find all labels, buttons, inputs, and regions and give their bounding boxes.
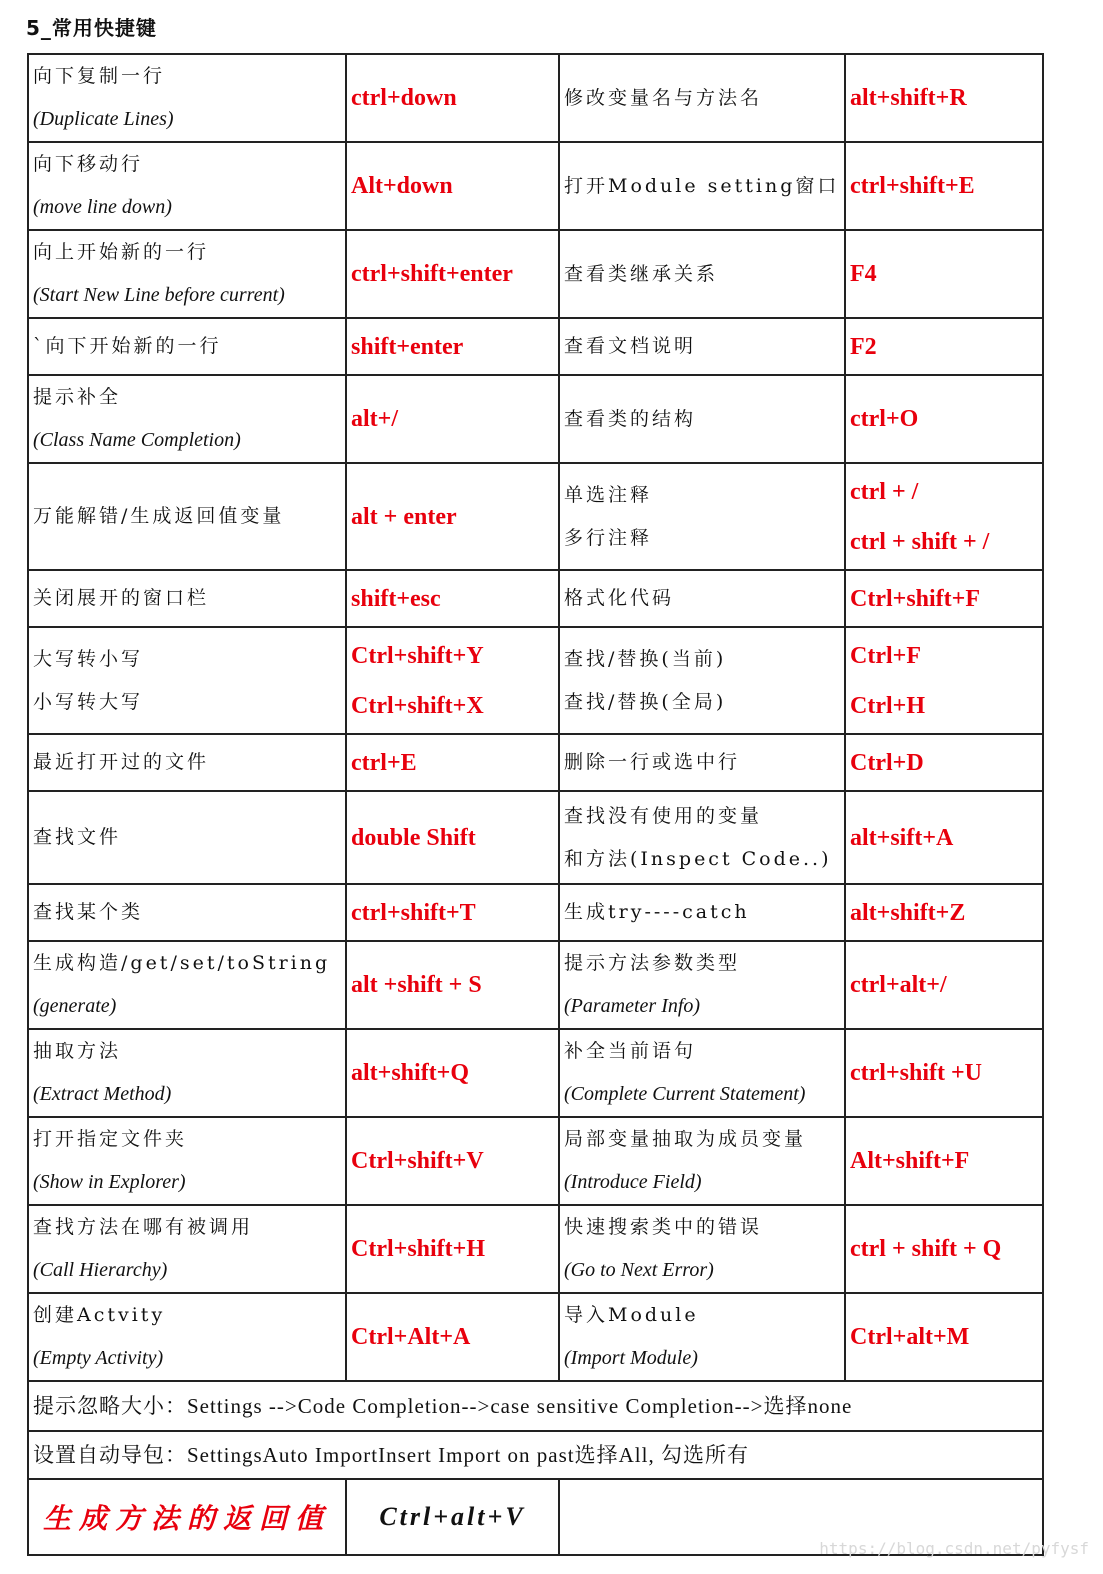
note-auto-import: 设置自动导包：SettingsAuto ImportInsert Import on past选择All, 勾选所有 [28, 1431, 1043, 1479]
action-description: (generate) [33, 995, 117, 1017]
shortcut-key: ctrl+O [850, 406, 919, 432]
shortcut-key-cell [346, 54, 559, 142]
action-description-cell [28, 1117, 346, 1205]
action-description-cell [28, 230, 346, 318]
action-description: 向下复制一行 [33, 65, 166, 87]
shortcut-key-cell [346, 230, 559, 318]
action-description: 查看文档说明 [564, 335, 697, 357]
shortcut-key: alt +shift + S [351, 972, 482, 998]
shortcut-key: Ctrl+shift+V [351, 1148, 484, 1174]
action-description: 向下移动行 [33, 153, 144, 175]
shortcut-key: ctrl+shift+T [351, 899, 476, 926]
action-description: (Import Module) [564, 1347, 698, 1369]
shortcut-key: ctrl + / [850, 478, 919, 505]
shortcut-key-cell [346, 375, 559, 463]
action-description: 快速搜索类中的错误 [564, 1216, 763, 1238]
shortcut-row [28, 375, 1043, 463]
action-description-cell [559, 791, 845, 884]
action-description-cell [559, 318, 845, 375]
action-description: 查找方法在哪有被调用 [33, 1216, 254, 1238]
action-description-cell [559, 570, 845, 627]
action-description-cell [559, 1293, 845, 1381]
shortcut-key-cell [845, 570, 1043, 627]
shortcut-row [28, 230, 1043, 318]
shortcut-key: F2 [850, 333, 877, 360]
action-description-cell [559, 54, 845, 142]
action-description: 格式化代码 [564, 587, 675, 609]
shortcut-key: double Shift [351, 824, 476, 851]
shortcut-key-cell [845, 54, 1043, 142]
shortcut-key-cell [845, 1029, 1043, 1117]
action-description: 抽取方法 [33, 1040, 122, 1062]
action-description-cell [559, 375, 845, 463]
note-row [28, 1431, 1043, 1479]
shortcut-row [28, 54, 1043, 142]
shortcut-key: shift+enter [351, 333, 464, 360]
shortcut-key: Ctrl+shift+Y [351, 642, 484, 669]
action-description-cell [559, 884, 845, 941]
shortcut-key-cell [845, 884, 1043, 941]
action-description: 多行注释 [564, 526, 653, 549]
shortcut-row [28, 318, 1043, 375]
shortcut-key: ctrl + shift + / [850, 528, 990, 555]
action-description: (Empty Activity) [33, 1347, 164, 1369]
shortcut-key-cell [845, 375, 1043, 463]
shortcut-key: alt+/ [351, 406, 399, 432]
shortcut-key-cell [346, 318, 559, 375]
shortcut-key-cell [845, 941, 1043, 1029]
shortcut-key: Alt+down [351, 173, 453, 199]
action-description: (Extract Method) [33, 1083, 172, 1105]
action-description: 生成构造/get/set/toString [33, 952, 331, 974]
shortcut-key-cell [346, 1117, 559, 1205]
action-description-cell [28, 318, 346, 375]
action-description-cell [28, 627, 346, 734]
shortcut-key: Ctrl+alt+M [850, 1324, 970, 1350]
action-description: 查找文件 [33, 826, 122, 848]
shortcut-key-cell [346, 142, 559, 230]
note-case-sensitivity: 提示忽略大小：Settings -->Code Completion-->case sensitive Completion-->选择none [28, 1381, 1043, 1431]
action-description: (Class Name Completion) [33, 429, 241, 451]
shortcut-row [28, 1029, 1043, 1117]
shortcut-key-cell [845, 318, 1043, 375]
action-description-cell [28, 734, 346, 791]
action-description: 删除一行或选中行 [564, 751, 741, 773]
action-description: 查看类继承关系 [564, 262, 719, 285]
action-description-cell [28, 1293, 346, 1381]
action-description: (Complete Current Statement) [564, 1083, 806, 1105]
shortcut-row [28, 463, 1043, 570]
action-description-cell [28, 54, 346, 142]
shortcut-key-cell [845, 734, 1043, 791]
special-label: 生成方法的返回值 [28, 1479, 346, 1555]
shortcut-key: alt+shift+Q [351, 1060, 470, 1086]
action-description: 大写转小写 [33, 647, 144, 670]
action-description: 最近打开过的文件 [33, 751, 210, 773]
shortcut-key: shift+esc [351, 585, 441, 612]
shortcut-key-cell [845, 230, 1043, 318]
action-description: 关闭展开的窗口栏 [33, 587, 210, 609]
action-description: 提示方法参数类型 [564, 952, 741, 974]
shortcut-key: alt + enter [351, 503, 457, 530]
shortcut-key-cell [346, 884, 559, 941]
shortcut-key: ctrl+down [351, 85, 457, 111]
watermark: https://blog.csdn.net/pyfysf [819, 1539, 1089, 1558]
shortcut-key: Ctrl+Alt+A [351, 1324, 471, 1350]
action-description: 导入Module [564, 1304, 699, 1326]
action-description: 向上开始新的一行 [33, 241, 210, 263]
action-description-cell [28, 1205, 346, 1293]
shortcut-row [28, 1293, 1043, 1381]
action-description-cell [28, 463, 346, 570]
shortcut-key: ctrl+E [351, 749, 417, 776]
action-description-cell [28, 570, 346, 627]
action-description: 查找没有使用的变量 [564, 804, 763, 827]
shortcut-rows [28, 54, 1043, 1381]
shortcut-key: ctrl+shift +U [850, 1060, 982, 1086]
shortcut-table [27, 53, 1044, 1556]
shortcut-row [28, 1205, 1043, 1293]
action-description: (Duplicate Lines) [33, 108, 174, 130]
action-description: 创建Actvity [33, 1304, 166, 1326]
action-description-cell [559, 1029, 845, 1117]
action-description: 查看类的结构 [564, 407, 697, 430]
action-description: 修改变量名与方法名 [564, 86, 763, 109]
shortcut-key-cell [346, 791, 559, 884]
shortcut-key: Ctrl+shift+F [850, 585, 980, 612]
shortcut-key-cell [346, 1205, 559, 1293]
shortcut-key-cell [346, 941, 559, 1029]
action-description: 打开指定文件夹 [33, 1128, 188, 1150]
action-description-cell [28, 142, 346, 230]
action-description: 查找某个类 [33, 901, 144, 923]
action-description-cell [28, 375, 346, 463]
action-description: (Call Hierarchy) [33, 1259, 168, 1281]
action-description: 打开Module setting窗口 [564, 174, 840, 197]
action-description: 局部变量抽取为成员变量 [564, 1128, 807, 1150]
shortcut-key-cell [845, 1293, 1043, 1381]
shortcut-key: alt+shift+Z [850, 899, 966, 926]
shortcut-key: Alt+shift+F [850, 1148, 970, 1174]
action-description: (Go to Next Error) [564, 1259, 714, 1281]
action-description-cell [28, 791, 346, 884]
action-description-cell [28, 884, 346, 941]
shortcut-row [28, 884, 1043, 941]
shortcut-key: Ctrl+H [850, 692, 925, 719]
shortcut-key: alt+shift+R [850, 85, 967, 111]
shortcut-key: ctrl+alt+/ [850, 972, 947, 998]
shortcut-sheet [27, 53, 1042, 1556]
shortcut-key: Ctrl+shift+H [351, 1236, 486, 1262]
action-description: 单选注释 [564, 483, 653, 506]
shortcut-key-cell [346, 570, 559, 627]
action-description: (Show in Explorer) [33, 1171, 186, 1193]
action-description-cell [559, 1205, 845, 1293]
shortcut-key: F4 [850, 261, 877, 287]
shortcut-key: alt+sift+A [850, 824, 954, 851]
shortcut-key-cell [845, 791, 1043, 884]
action-description-cell [28, 941, 346, 1029]
action-description: (Start New Line before current) [33, 284, 285, 306]
action-description: 查找/替换(全局) [564, 690, 727, 713]
action-description-cell [559, 142, 845, 230]
action-description: (Introduce Field) [564, 1171, 702, 1193]
action-description: `向下开始新的一行 [33, 335, 222, 357]
action-description: 万能解错/生成返回值变量 [33, 505, 285, 527]
shortcut-key-cell [845, 1117, 1043, 1205]
action-description: 查找/替换(当前) [564, 647, 727, 670]
action-description-cell [559, 734, 845, 791]
action-description: 生成try----catch [564, 901, 750, 923]
action-description: 小写转大写 [33, 690, 144, 713]
action-description-cell [28, 1029, 346, 1117]
page-title: 5_常用快捷键 [26, 16, 157, 40]
note-row [28, 1381, 1043, 1431]
shortcut-key: ctrl+shift+enter [351, 261, 513, 287]
shortcut-key-cell [845, 627, 1043, 734]
shortcut-row [28, 142, 1043, 230]
action-description: 提示补全 [33, 386, 122, 408]
action-description-cell [559, 941, 845, 1029]
action-description-cell [559, 230, 845, 318]
shortcut-key: ctrl + shift + Q [850, 1236, 1002, 1262]
shortcut-key-cell [845, 1205, 1043, 1293]
shortcut-row [28, 1117, 1043, 1205]
shortcut-key-cell [346, 734, 559, 791]
shortcut-key: ctrl+shift+E [850, 173, 975, 199]
shortcut-row [28, 627, 1043, 734]
shortcut-key-cell [346, 1029, 559, 1117]
shortcut-row [28, 941, 1043, 1029]
action-description: (move line down) [33, 196, 172, 218]
shortcut-key-cell [845, 142, 1043, 230]
shortcut-key: Ctrl+D [850, 749, 924, 776]
special-key: Ctrl+alt+V [346, 1479, 559, 1555]
action-description: 和方法(Inspect Code..) [564, 847, 832, 870]
shortcut-key: Ctrl+shift+X [351, 692, 484, 719]
shortcut-row [28, 791, 1043, 884]
shortcut-row [28, 570, 1043, 627]
shortcut-key-cell [346, 463, 559, 570]
shortcut-key-cell [346, 627, 559, 734]
shortcut-key-cell [845, 463, 1043, 570]
shortcut-key: Ctrl+F [850, 642, 921, 669]
action-description-cell [559, 1117, 845, 1205]
action-description: (Parameter Info) [564, 995, 701, 1017]
shortcut-key-cell [346, 1293, 559, 1381]
shortcut-row [28, 734, 1043, 791]
action-description-cell [559, 463, 845, 570]
action-description: 补全当前语句 [564, 1040, 697, 1062]
action-description-cell [559, 627, 845, 734]
